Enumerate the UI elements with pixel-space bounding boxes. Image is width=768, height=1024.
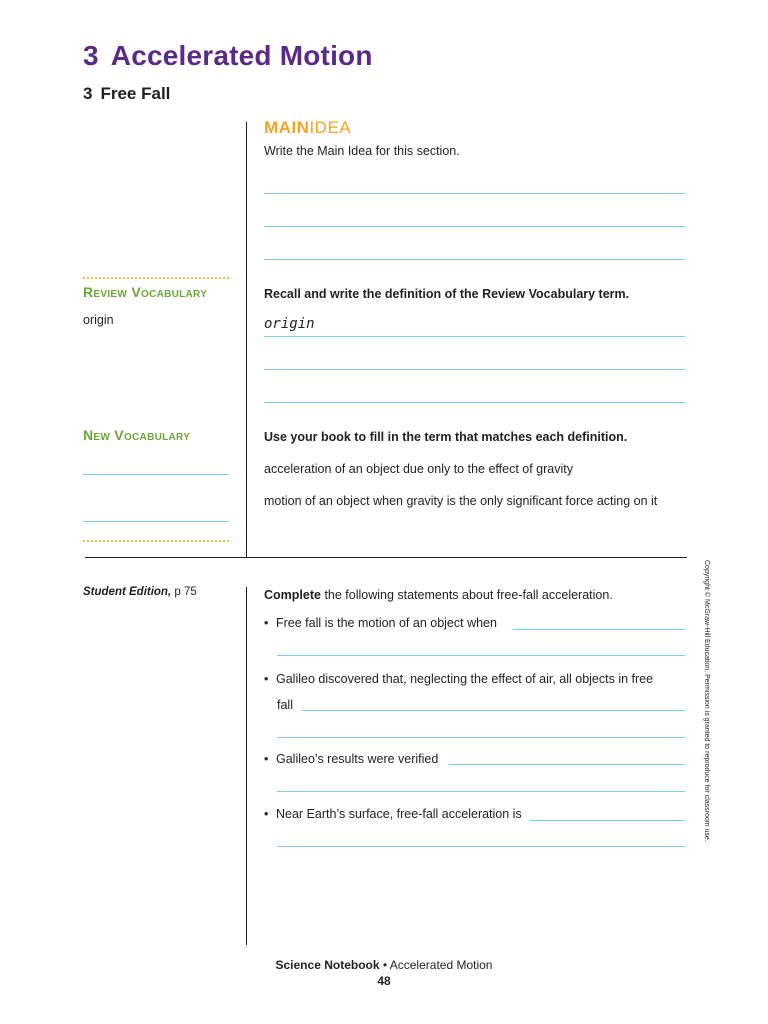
statement-free-fall — [264, 616, 497, 630]
statement-verified — [264, 752, 438, 766]
chapter-title — [83, 40, 373, 72]
statement-galileo-blank-2[interactable] — [277, 737, 685, 738]
section-number: 3 — [83, 84, 93, 103]
statement-galileo-text: Galileo discovered that, neglecting the effect of air, all objects in free — [276, 672, 654, 686]
main-idea-prompt: Write the Main Idea for this section. — [264, 144, 460, 158]
page-number: 48 — [377, 974, 391, 988]
new-vocabulary-heading: New Vocabulary — [83, 427, 191, 443]
complete-prompt-rest: the following statements about free-fall acceleration. — [324, 588, 613, 602]
statement-verified-blank-1[interactable] — [449, 764, 685, 765]
main-idea-label-rest: IDEA — [309, 118, 352, 137]
statement-galileo-continuation: fall — [277, 698, 293, 712]
bullet-icon: • — [264, 672, 269, 686]
section-title — [83, 84, 170, 104]
statement-acceleration-text: Near Earth’s surface, free-fall acceleration is — [276, 807, 522, 821]
statement-galileo — [264, 672, 653, 686]
main-idea-answer-line-2[interactable] — [264, 226, 685, 227]
chapter-title-text: Accelerated Motion — [110, 40, 373, 71]
statement-acceleration-blank-2[interactable] — [277, 846, 685, 847]
review-vocab-answer-line-1[interactable] — [264, 336, 685, 337]
review-vocabulary-heading: Review Vocabulary — [83, 284, 208, 300]
statement-verified-blank-2[interactable] — [277, 791, 685, 792]
footer-chapter: Accelerated Motion — [389, 958, 493, 972]
review-vocabulary-prompt: Recall and write the definition of the Review Vocabulary term. — [264, 287, 630, 301]
statement-acceleration-blank-1[interactable] — [530, 820, 685, 821]
main-idea-answer-line-3[interactable] — [264, 259, 685, 260]
statement-acceleration — [264, 807, 522, 821]
complete-prompt-bold: Complete — [264, 588, 321, 602]
footer — [0, 958, 768, 972]
statement-galileo-blank-1[interactable] — [301, 710, 685, 711]
footer-book: Science Notebook — [275, 958, 380, 972]
new-vocab-dotted-rule — [83, 540, 229, 542]
bullet-icon: • — [264, 616, 269, 630]
student-edition-reference — [83, 586, 197, 598]
new-vocabulary-prompt: Use your book to fill in the term that matches each definition. — [264, 430, 628, 444]
statement-verified-text: Galileo’s results were verified — [276, 752, 439, 766]
main-idea-answer-line-1[interactable] — [264, 193, 685, 194]
bullet-icon: • — [264, 752, 269, 766]
upper-column-divider — [246, 122, 247, 557]
new-vocab-term-line-1[interactable] — [83, 474, 229, 475]
statement-free-fall-blank-1[interactable] — [513, 629, 685, 630]
review-vocabulary-answer-text: origin — [264, 316, 315, 332]
bullet-icon: • — [264, 807, 269, 821]
new-vocab-definition-1: acceleration of an object due only to the effect of gravity — [264, 462, 573, 476]
copyright-notice: Copyright © McGraw-Hill Education. Permission is granted to reproduce for classroom use. — [703, 560, 710, 842]
main-idea-heading — [264, 118, 351, 138]
main-idea-label-bold: MAIN — [264, 118, 310, 137]
complete-prompt — [264, 588, 613, 602]
review-vocab-answer-line-2[interactable] — [264, 369, 685, 370]
new-vocab-term-line-2[interactable] — [83, 521, 229, 522]
review-vocab-dotted-rule — [83, 277, 229, 279]
review-vocab-answer-line-3[interactable] — [264, 402, 685, 403]
statement-free-fall-text: Free fall is the motion of an object when — [276, 616, 497, 630]
lower-column-divider — [246, 587, 247, 945]
review-vocabulary-term: origin — [83, 313, 114, 327]
footer-separator: • — [382, 958, 388, 972]
chapter-number: 3 — [83, 40, 99, 71]
section-divider — [85, 557, 687, 558]
student-edition-page: p 75 — [174, 586, 197, 598]
new-vocab-definition-2: motion of an object when gravity is the only significant force acting on it — [264, 494, 658, 508]
section-title-text: Free Fall — [100, 84, 171, 103]
student-edition-label: Student Edition, — [83, 586, 172, 598]
statement-free-fall-blank-2[interactable] — [277, 655, 685, 656]
